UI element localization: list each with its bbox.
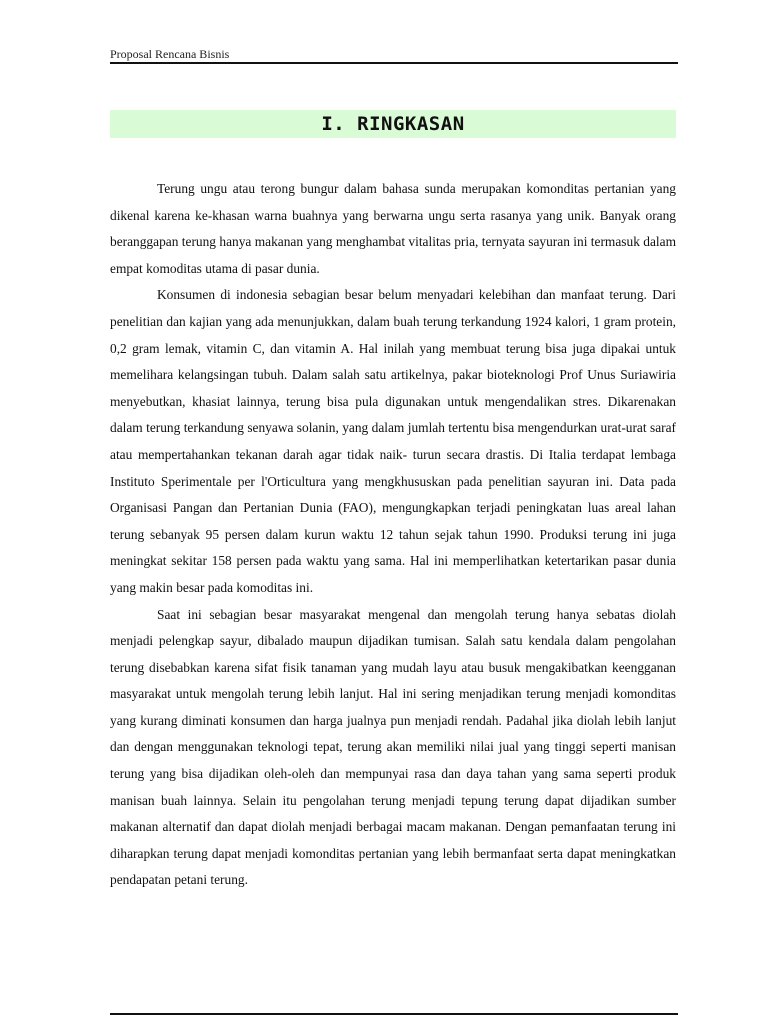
paragraph: Saat ini sebagian besar masyarakat mengenal dan mengolah terung hanya sebatas diolah menjadi pelengkap sayur, dibalado maupun dijadikan tumisan. Salah satu kendala dalam pengolahan terung disebabkan karena sifat fisik tanaman yang mudah layu atau busuk mengakibatkan keengganan masyarakat untuk mengolah terung lebih lanjut. Hal ini sering menjadikan terung menjadi komonditas yang kurang diminati konsumen dan harga jualnya pun menjadi rendah. Padahal jika diolah lebih lanjut dan dengan menggunakan teknologi tepat, terung akan memiliki nilai jual yang tinggi seperti manisan terung yang bisa dijadikan oleh-oleh dan mempunyai rasa dan daya tahan yang sama seperti produk manisan buah lainnya. Selain itu pengolahan terung menjadi tepung terung dapat dijadikan sumber makanan alternatif dan dapat diolah menjadi berbagai macam makanan. Dengan pemanfaatan terung ini diharapkan terung dapat menjadi komonditas pertanian yang lebih bermanfaat serta dapat meningkatkan pendapatan petani terung. [110,606,676,888]
section-title: I. RINGKASAN [321,113,465,135]
body-text [110,176,676,894]
header-divider [110,62,678,64]
paragraph: Konsumen di indonesia sebagian besar belum menyadari kelebihan dan manfaat terung. Dari penelitian dan kajian yang ada menunjukkan, dalam buah terung terkandung 1924 kalori, 1 gram protein, 0,2 gram lemak, vitamin C, dan vitamin A. Hal inilah yang membuat terung bisa juga dipakai untuk memelihara kelangsingan tubuh. Dalam salah satu artikelnya, pakar bioteknologi Prof Unus Suriawiria menyebutkan, khasiat lainnya, terung bisa pula digunakan untuk mengendalikan stres. Dikarenakan dalam terung terkandung senyawa solanin, yang dalam jumlah tertentu bisa mengendurkan urat-urat saraf atau mempertahankan tekanan darah agar tidak naik- turun secara drastis. Di Italia terdapat lembaga Instituto Sperimentale per l'Orticultura yang mengkhususkan pada penelitian sayuran ini. Data pada Organisasi Pangan dan Pertanian Dunia (FAO), mengungkapkan terjadi peningkatan luas areal lahan terung sebanyak 95 persen dalam kurun waktu 12 tahun sejak tahun 1990. Produksi terung ini juga meningkat sekitar 158 persen pada waktu yang sama. Hal ini memperlihatkan ketertarikan pasar dunia yang makin besar pada komoditas ini. [110,287,676,595]
footer-divider [110,1013,678,1015]
running-header: Proposal Rencana Bisnis [110,47,230,61]
paragraph: Terung ungu atau terong bungur dalam bahasa sunda merupakan komonditas pertanian yang dikenal karena ke-khasan warna buahnya yang berwarna ungu serta rasanya yang unik. Banyak orang beranggapan terung hanya makanan yang menghambat vitalitas pria, ternyata sayuran ini termasuk dalam empat komoditas utama di pasar dunia. [110,181,676,276]
section-title-bar [110,110,676,138]
